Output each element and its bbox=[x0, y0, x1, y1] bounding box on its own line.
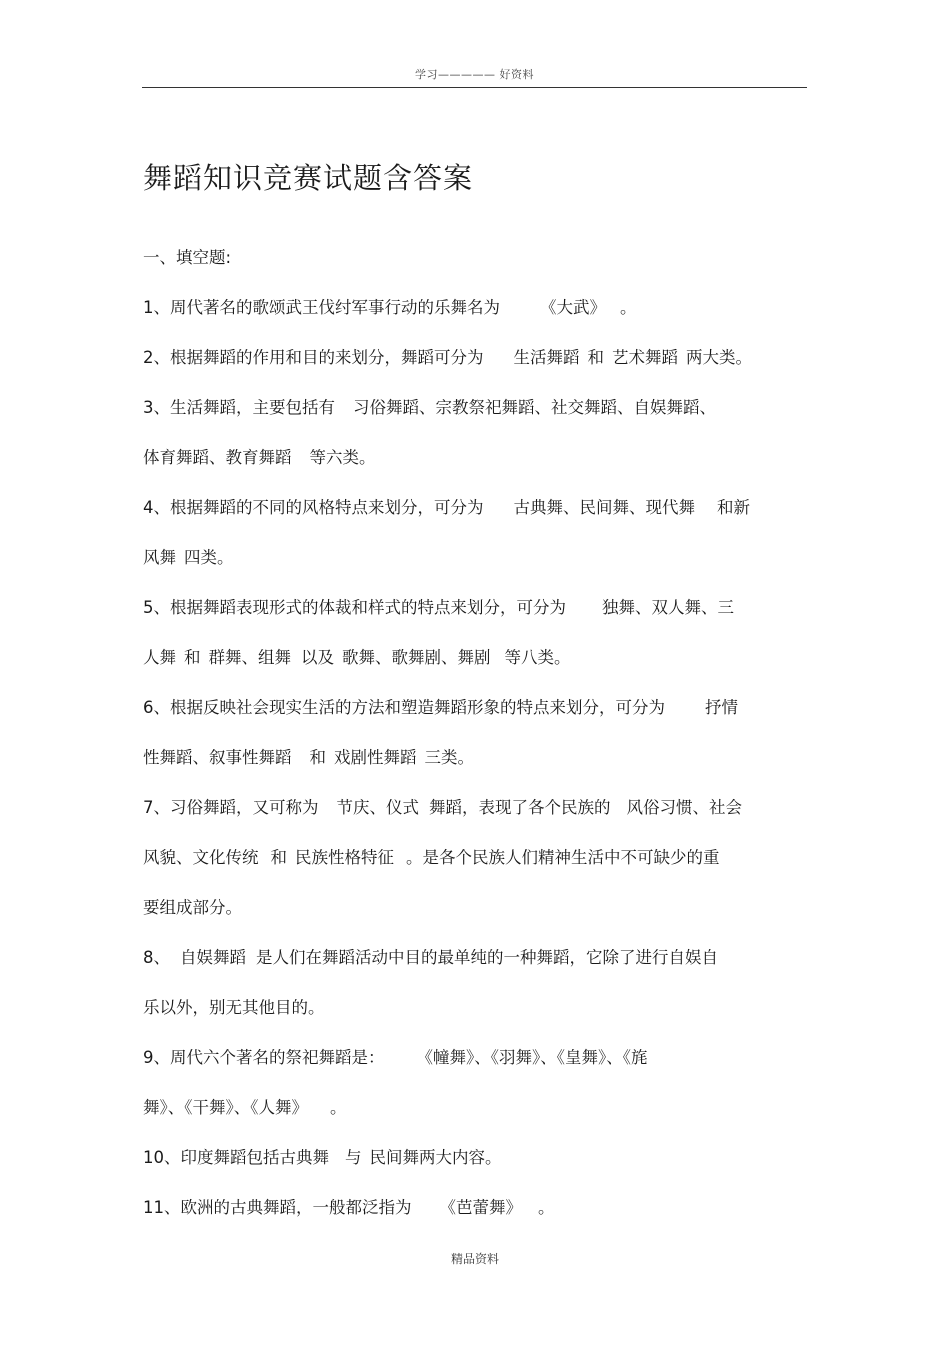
text-line: 人舞 和 群舞、组舞 以及 歌舞、歌舞剧、舞剧 等八类。 bbox=[143, 648, 571, 667]
page-header: 学习————— 好资料 bbox=[415, 68, 534, 81]
text-line: 9、周代六个著名的祭祀舞蹈是： 《幢舞》、《羽舞》、《皇舞》、《旄 bbox=[143, 1048, 648, 1067]
text-line: 11、欧洲的古典舞蹈，一般都泛指为 《芭蕾舞》 。 bbox=[143, 1198, 555, 1217]
text-line: 4、根据舞蹈的不同的风格特点来划分，可分为 古典舞、民间舞、现代舞 和新 bbox=[143, 498, 750, 517]
header-rule bbox=[142, 87, 807, 88]
section-heading: 一、填空题: bbox=[143, 248, 232, 267]
text-line: 8、 自娱舞蹈 是人们在舞蹈活动中目的最单纯的一种舞蹈，它除了进行自娱自 bbox=[143, 948, 718, 967]
text-line: 10、印度舞蹈包括古典舞 与 民间舞两大内容。 bbox=[143, 1148, 502, 1167]
text-line: 风舞 四类。 bbox=[143, 548, 234, 567]
text-line: 7、习俗舞蹈，又可称为 节庆、仪式 舞蹈，表现了各个民族的 风俗习惯、社会 bbox=[143, 798, 742, 817]
text-line: 舞》、《干舞》、《人舞》 。 bbox=[143, 1098, 347, 1117]
text-line: 要组成部分。 bbox=[143, 898, 242, 917]
text-line: 性舞蹈、叙事性舞蹈 和 戏剧性舞蹈 三类。 bbox=[143, 748, 474, 767]
text-line: 乐以外，别无其他目的。 bbox=[143, 998, 325, 1017]
text-line: 5、根据舞蹈表现形式的体裁和样式的特点来划分，可分为 独舞、双人舞、三 bbox=[143, 598, 734, 617]
text-line: 风貌、文化传统 和 民族性格特征 。是各个民族人们精神生活中不可缺少的重 bbox=[143, 848, 720, 867]
text-line: 2、根据舞蹈的作用和目的来划分，舞蹈可分为 生活舞蹈 和 艺术舞蹈 两大类。 bbox=[143, 348, 752, 367]
text-line: 1、周代著名的歌颂武王伐纣军事行动的乐舞名为 《大武》 。 bbox=[143, 298, 637, 317]
page-footer: 精品资料 bbox=[450, 1252, 499, 1266]
text-line: 3、生活舞蹈，主要包括有 习俗舞蹈、宗教祭祀舞蹈、社交舞蹈、自娱舞蹈、 bbox=[143, 398, 716, 417]
text-line: 6、根据反映社会现实生活的方法和塑造舞蹈形象的特点来划分，可分为 抒情 bbox=[143, 698, 738, 717]
text-line: 体育舞蹈、教育舞蹈 等六类。 bbox=[143, 448, 376, 467]
document-title: 舞蹈知识竞赛试题含答案 bbox=[143, 161, 474, 195]
